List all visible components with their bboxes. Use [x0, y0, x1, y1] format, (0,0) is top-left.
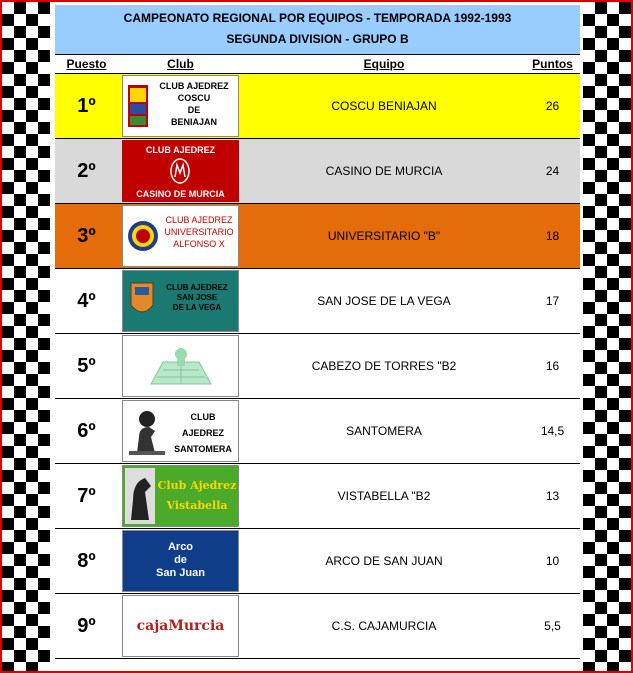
team-name: ARCO DE SAN JUAN: [243, 529, 525, 594]
team-name: COSCU BENIAJAN: [243, 74, 525, 139]
logo-text: CASINO DE MURCIA: [136, 189, 225, 199]
club-logo-cabezo: [122, 335, 239, 397]
chessboard-icon: [143, 344, 219, 388]
header-club: Club: [118, 55, 243, 74]
position-cell: 4º: [55, 269, 118, 334]
table-row: [55, 464, 580, 529]
header-puntos: Puntos: [525, 55, 580, 74]
standings-panel: [55, 5, 580, 659]
team-name: SAN JOSE DE LA VEGA: [243, 269, 525, 334]
club-logo-cell: [118, 464, 243, 529]
position-cell: 1º: [55, 74, 118, 139]
position-cell: 3º: [55, 204, 118, 269]
team-name: C.S. CAJAMURCIA: [243, 594, 525, 659]
title-line-2: SEGUNDA DIVISION - GRUPO B: [226, 32, 409, 46]
club-logo-santomera: [122, 400, 239, 462]
club-logo-arco: [122, 530, 239, 592]
club-logo-cell: [118, 269, 243, 334]
checkered-border-left: [2, 2, 50, 671]
club-logo-vistabella: [122, 465, 239, 527]
club-logo-casino: [122, 140, 239, 202]
points-value: 10: [525, 529, 580, 594]
logo-text: Arco de San Juan: [156, 541, 205, 579]
logo-text: CLUB AJEDREZ SAN JOSE DE LA VEGA: [166, 283, 228, 312]
position-cell: 5º: [55, 334, 118, 399]
position-cell: 6º: [55, 399, 118, 464]
table-row: [55, 139, 580, 204]
position-cell: 9º: [55, 594, 118, 659]
position-cell: 7º: [55, 464, 118, 529]
table-row: [55, 594, 580, 659]
university-seal-icon: [127, 220, 159, 252]
table-row: [55, 74, 580, 139]
club-logo-cell: [118, 139, 243, 204]
club-logo-cell: [118, 204, 243, 269]
table-row: [55, 399, 580, 464]
table-header-row: [55, 55, 580, 74]
logo-text: CLUB AJEDREZ SANTOMERA: [174, 412, 232, 454]
table-row: [55, 204, 580, 269]
monogram-icon: [169, 157, 191, 185]
points-value: 18: [525, 204, 580, 269]
logo-text: CLUB AJEDREZ UNIVERSITARIO ALFONSO X: [164, 215, 234, 249]
club-logo-coscu: [122, 75, 239, 137]
logo-text: cajaMurcia: [136, 618, 225, 634]
club-logo-cell: [118, 399, 243, 464]
club-logo-universitario: [122, 205, 239, 267]
club-logo-cell: [118, 334, 243, 399]
points-value: 17: [525, 269, 580, 334]
standings-table: [55, 55, 580, 659]
chess-knight-icon: [127, 407, 167, 457]
table-row: [55, 269, 580, 334]
team-name: CABEZO DE TORRES "B2: [243, 334, 525, 399]
points-value: 13: [525, 464, 580, 529]
checkered-border-right: [583, 2, 631, 671]
team-name: CASINO DE MURCIA: [243, 139, 525, 204]
points-value: 26: [525, 74, 580, 139]
club-logo-san-jose: [122, 270, 239, 332]
table-row: [55, 334, 580, 399]
title-banner: [55, 5, 580, 55]
points-value: 16: [525, 334, 580, 399]
header-equipo: Equipo: [243, 55, 525, 74]
club-logo-cell: [118, 74, 243, 139]
position-cell: 8º: [55, 529, 118, 594]
title-line-1: CAMPEONATO REGIONAL POR EQUIPOS - TEMPORADA 1992-1993: [123, 11, 512, 25]
table-row: [55, 529, 580, 594]
logo-text: CLUB AJEDREZ: [145, 145, 216, 155]
points-value: 14,5: [525, 399, 580, 464]
shield-icon: [129, 281, 155, 321]
logo-text: CLUB AJEDREZ COSCU DE BENIAJAN: [159, 81, 229, 127]
chess-knight-icon: [125, 468, 155, 524]
logo-text: Club Ajedrez Vistabella: [157, 479, 237, 512]
header-puesto: Puesto: [55, 55, 118, 74]
team-name: VISTABELLA "B2: [243, 464, 525, 529]
points-value: 24: [525, 139, 580, 204]
coat-of-arms-icon: [127, 84, 149, 128]
position-cell: 2º: [55, 139, 118, 204]
club-logo-cell: [118, 529, 243, 594]
club-logo-cell: [118, 594, 243, 659]
points-value: 5,5: [525, 594, 580, 659]
team-name: UNIVERSITARIO "B": [243, 204, 525, 269]
team-name: SANTOMERA: [243, 399, 525, 464]
club-logo-cajamurcia: [122, 595, 239, 657]
